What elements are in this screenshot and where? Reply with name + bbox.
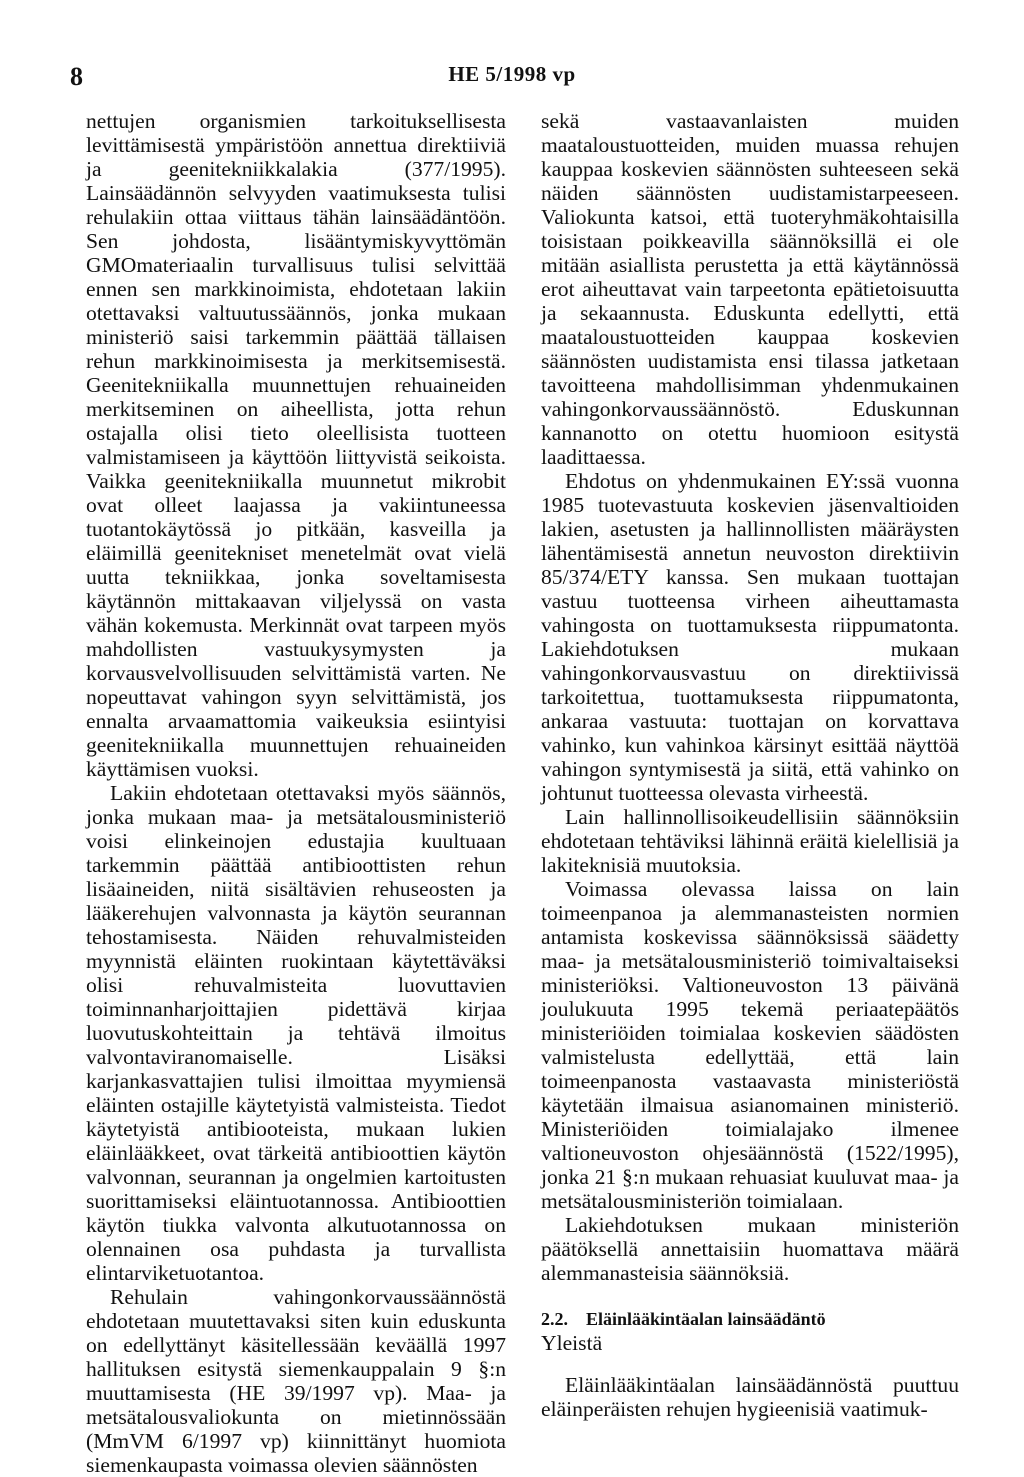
- paragraph: Lain hallinnollisoikeudellisiin säännöksiin ehdotetaan tehtäviksi lähinnä eräitä kielellisiä ja lakiteknisiä muutoksia.: [541, 805, 959, 877]
- paragraph: sekä vastaavanlaisten muiden maataloustuotteiden, muiden muassa rehujen kauppaa koskevien säännösten suhteeseen sekä näiden säännösten uudistamistarpeeseen. Valiokunta katsoi, että tuoteryhmäkohtaisilla toisistaan poikkeavilla säännöksillä ei ole mitään asiallista perustetta ja että käytännössä erot aiheuttavat vain tarpeetonta epätietoisuutta ja sekaannusta. Eduskunta edellytti, että maataloustuotteiden kauppaa koskevien säännösten uudistamista ensi tilassa jatketaan tavoitteena mahdollisimman yhdenmukainen vahingonkorvaussäännöstö. Eduskunnan kannanotto on otettu huomioon esitystä laadittaessa.: [541, 109, 959, 469]
- paragraph: Voimassa olevassa laissa on lain toimeenpanoa ja alemmanasteisten normien antamista koskevissa säännöksissä säädetty maa- ja metsätalousministeriö toimivaltaiseksi ministeriöksi. Valtioneuvoston 13 päivänä joulukuuta 1995 tekemä periaatepäätös ministeriöiden toimialaa koskevien säädösten valmistelusta edellyttää, että lain toimeenpanosta vastaavasta ministeriöstä käytetään ilmaisua asianomainen ministeriö. Ministeriöiden toimialajako ilmenee valtioneuvoston ohjesäännöstä (1522/1995), jonka 21 §:n mukaan rehuasiat kuuluvat maa- ja metsätalousministeriön toimialaan.: [541, 877, 959, 1213]
- section-title: Eläinlääkintäalan lainsäädäntö: [586, 1309, 826, 1329]
- section-heading: [541, 1307, 959, 1331]
- section-number: 2.2.: [541, 1309, 568, 1329]
- paragraph: Lakiehdotuksen mukaan ministeriön päätöksellä annettaisiin huomattava määrä alemmanasteisia säännöksiä.: [541, 1213, 959, 1285]
- paragraph: Lakiin ehdotetaan otettavaksi myös säännös, jonka mukaan maa- ja metsätalousministeriö voisi elinkeinojen edustajia kuultuaan tarkemmin päättää antibioottisten rehun lisäaineiden, niitä sisältävien rehuseosten ja lääkerehujen valvonnasta ja käytön seurannan tehostamisesta. Näiden rehuvalmisteiden myynnistä eläinten ruokintaan käytettäväksi olisi rehuvalmisteita luovuttavien toiminnanharjoittajien pidettävä kirjaa luovutuskohteittain ja tehtävä ilmoitus valvontaviranomaiselle. Lisäksi karjankasvattajien tulisi ilmoittaa myymiensä eläinten ostajille käytetyistä valmisteista. Tiedot käytetyistä antibiooteista, mukaan lukien eläinlääkkeet, ovat tärkeitä antibioottien käytön valvonnan, seurannan ja ongelmien kartoitusten suorittamiseksi eläintuotannossa. Antibioottien käytön tiukka valvonta alkutuotannossa on olennainen osa puhdasta ja turvallista elintarviketuotantoa.: [86, 781, 506, 1285]
- subheading: Yleistä: [541, 1331, 603, 1355]
- right-column: [541, 109, 959, 1421]
- paragraph: Ehdotus on yhdenmukainen EY:ssä vuonna 1985 tuotevastuuta koskevien jäsenvaltioiden lakien, asetusten ja hallinnollisten määräysten lähentämisestä annetun neuvoston direktiivin 85/374/ETY kanssa. Sen mukaan tuottajan vastuu tuotteensa virheen aiheuttamasta vahingosta on tuottamuksesta riippumatonta. Lakiehdotuksen mukaan vahingonkorvausvastuu on direktiivissä tarkoitettua, tuottamuksesta riippumatonta, ankaraa vastuuta: tuottajan on korvattava vahinko, kun vahinkoa kärsinyt esittää näyttöä vahingon syntymisestä ja siitä, että vahinko on johtunut tuotteessa olevasta virheestä.: [541, 469, 959, 805]
- paragraph: nettujen organismien tarkoituksellisesta levittämisestä ympäristöön annettua direktiiviä ja geenitekniikkalakia (377/1995). Lainsäädännön selvyyden vaatimuksesta tulisi rehulakiin ottaa viittaus tähän lainsäädäntöön. Sen johdosta, lisääntymiskyvyttömän GMOmateriaalin turvallisuus tulisi selvittää ennen sen markkinoimista, ehdotetaan lakiin otettavaksi valtuutussäännös, jonka mukaan ministeriö saisi tarkemmin päättää tällaisen rehun markkinoimisesta ja merkitsemisestä. Geenitekniikalla muunnettujen rehuaineiden merkitseminen on aiheellista, jotta rehun ostajalla olisi tieto oleellisista tuotteen valmistamiseen ja käyttöön liittyvistä seikoista. Vaikka geenitekniikalla muunnetut mikrobit ovat olleet laajassa ja vakiintuneessa tuotantokäytössä jo pitkään, kasveilla ja eläimillä geenitekniset menetelmät ovat vielä uutta tekniikkaa, jonka soveltamisesta käytännön mittakaavan viljelyssä on vasta vähän kokemusta. Merkinnät ovat tarpeen myös mahdollisten vastuukysymysten ja korvausvelvollisuuden selvittämistä varten. Ne nopeuttavat vahingon syyn selvittämistä, jos ennalta arvaamattomia vaikeuksia esiintyisi geenitekniikalla muunnettujen rehuaineiden käyttämisen vuoksi.: [86, 109, 506, 781]
- paragraph: Rehulain vahingonkorvaussäännöstä ehdotetaan muutettavaksi siten kuin eduskunta on edellyttänyt käsitellessään keväällä 1997 hallituksen esitystä siemenkauppalain 9 §:n muuttamisesta (HE 39/1997 vp). Maa- ja metsätalousvaliokunta on mietinnössään (MmVM 6/1997 vp) kiinnittänyt huomiota siemenkaupasta voimassa olevien säännösten: [86, 1285, 506, 1477]
- page-number: 8: [70, 62, 83, 91]
- running-head: HE 5/1998 vp: [448, 62, 576, 86]
- paragraph: Eläinlääkintäalan lainsäädännöstä puuttuu eläinperäisten rehujen hygieenisiä vaatimuk-: [541, 1373, 959, 1421]
- left-column: [86, 109, 506, 1477]
